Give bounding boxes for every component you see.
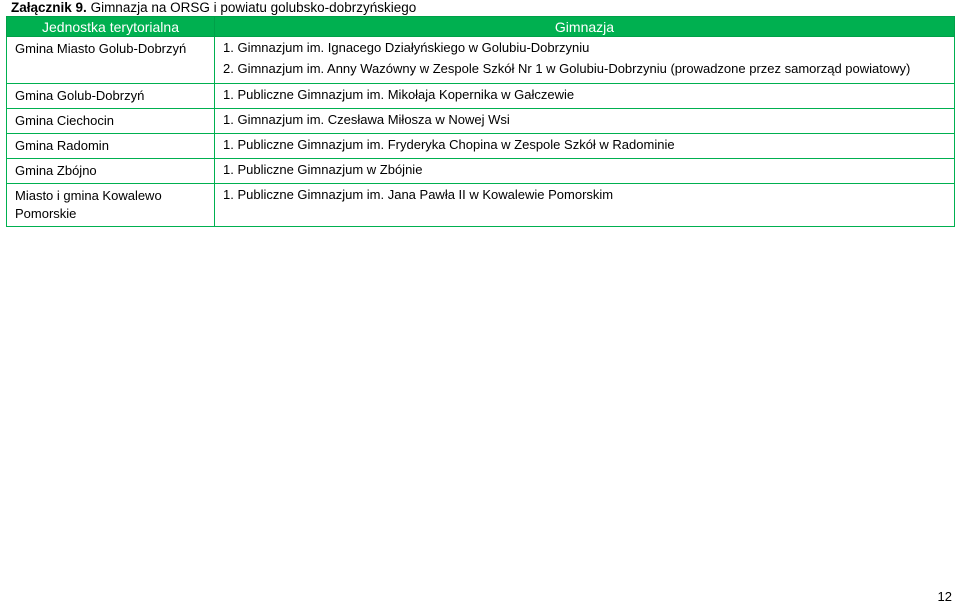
column-header-unit: Jednostka terytorialna — [7, 17, 215, 37]
school-entry: 1. Gimnazjum im. Czesława Miłosza w Nowej Wsi — [223, 112, 510, 127]
school-entry: 1. Publiczne Gimnazjum im. Mikołaja Kopernika w Gałczewie — [223, 87, 575, 102]
table-row — [7, 184, 955, 227]
unit-cell: Gmina Radomin — [7, 134, 215, 159]
unit-cell: Gmina Zbójno — [7, 159, 215, 184]
table-row — [7, 109, 955, 134]
schools-cell — [215, 84, 955, 109]
annex-label: Załącznik 9. — [11, 0, 87, 15]
schools-cell — [215, 109, 955, 134]
unit-cell: Gmina Golub-Dobrzyń — [7, 84, 215, 109]
schools-cell — [215, 184, 955, 227]
unit-cell: Miasto i gmina Kowalewo Pomorskie — [7, 184, 215, 227]
page-number: 12 — [937, 589, 952, 604]
unit-cell: Gmina Ciechocin — [7, 109, 215, 134]
document-title — [11, 0, 416, 15]
school-entry: 1. Publiczne Gimnazjum im. Fryderyka Chopina w Zespole Szkół w Radominie — [223, 137, 675, 152]
schools-cell — [215, 37, 955, 84]
school-entry: 1. Gimnazjum im. Ignacego Działyńskiego w Golubiu-Dobrzyniu — [223, 40, 590, 55]
unit-cell: Gmina Miasto Golub-Dobrzyń — [7, 37, 215, 84]
school-entry: 1. Publiczne Gimnazjum w Zbójnie — [223, 162, 423, 177]
table-row — [7, 159, 955, 184]
table-header-row — [7, 17, 955, 37]
table-row — [7, 37, 955, 84]
table-row — [7, 84, 955, 109]
schools-cell — [215, 159, 955, 184]
schools-cell — [215, 134, 955, 159]
school-entry: 2. Gimnazjum im. Anny Wazówny w Zespole Szkół Nr 1 w Golubiu-Dobrzyniu (prowadzone przez samorząd powiatowy) — [223, 61, 911, 76]
table-row — [7, 134, 955, 159]
annex-title: Gimnazja na ORSG i powiatu golubsko-dobrzyńskiego — [90, 0, 417, 15]
school-entry: 1. Publiczne Gimnazjum im. Jana Pawła II w Kowalewie Pomorskim — [223, 187, 614, 202]
column-header-schools: Gimnazja — [215, 17, 955, 37]
schools-table — [6, 16, 955, 227]
